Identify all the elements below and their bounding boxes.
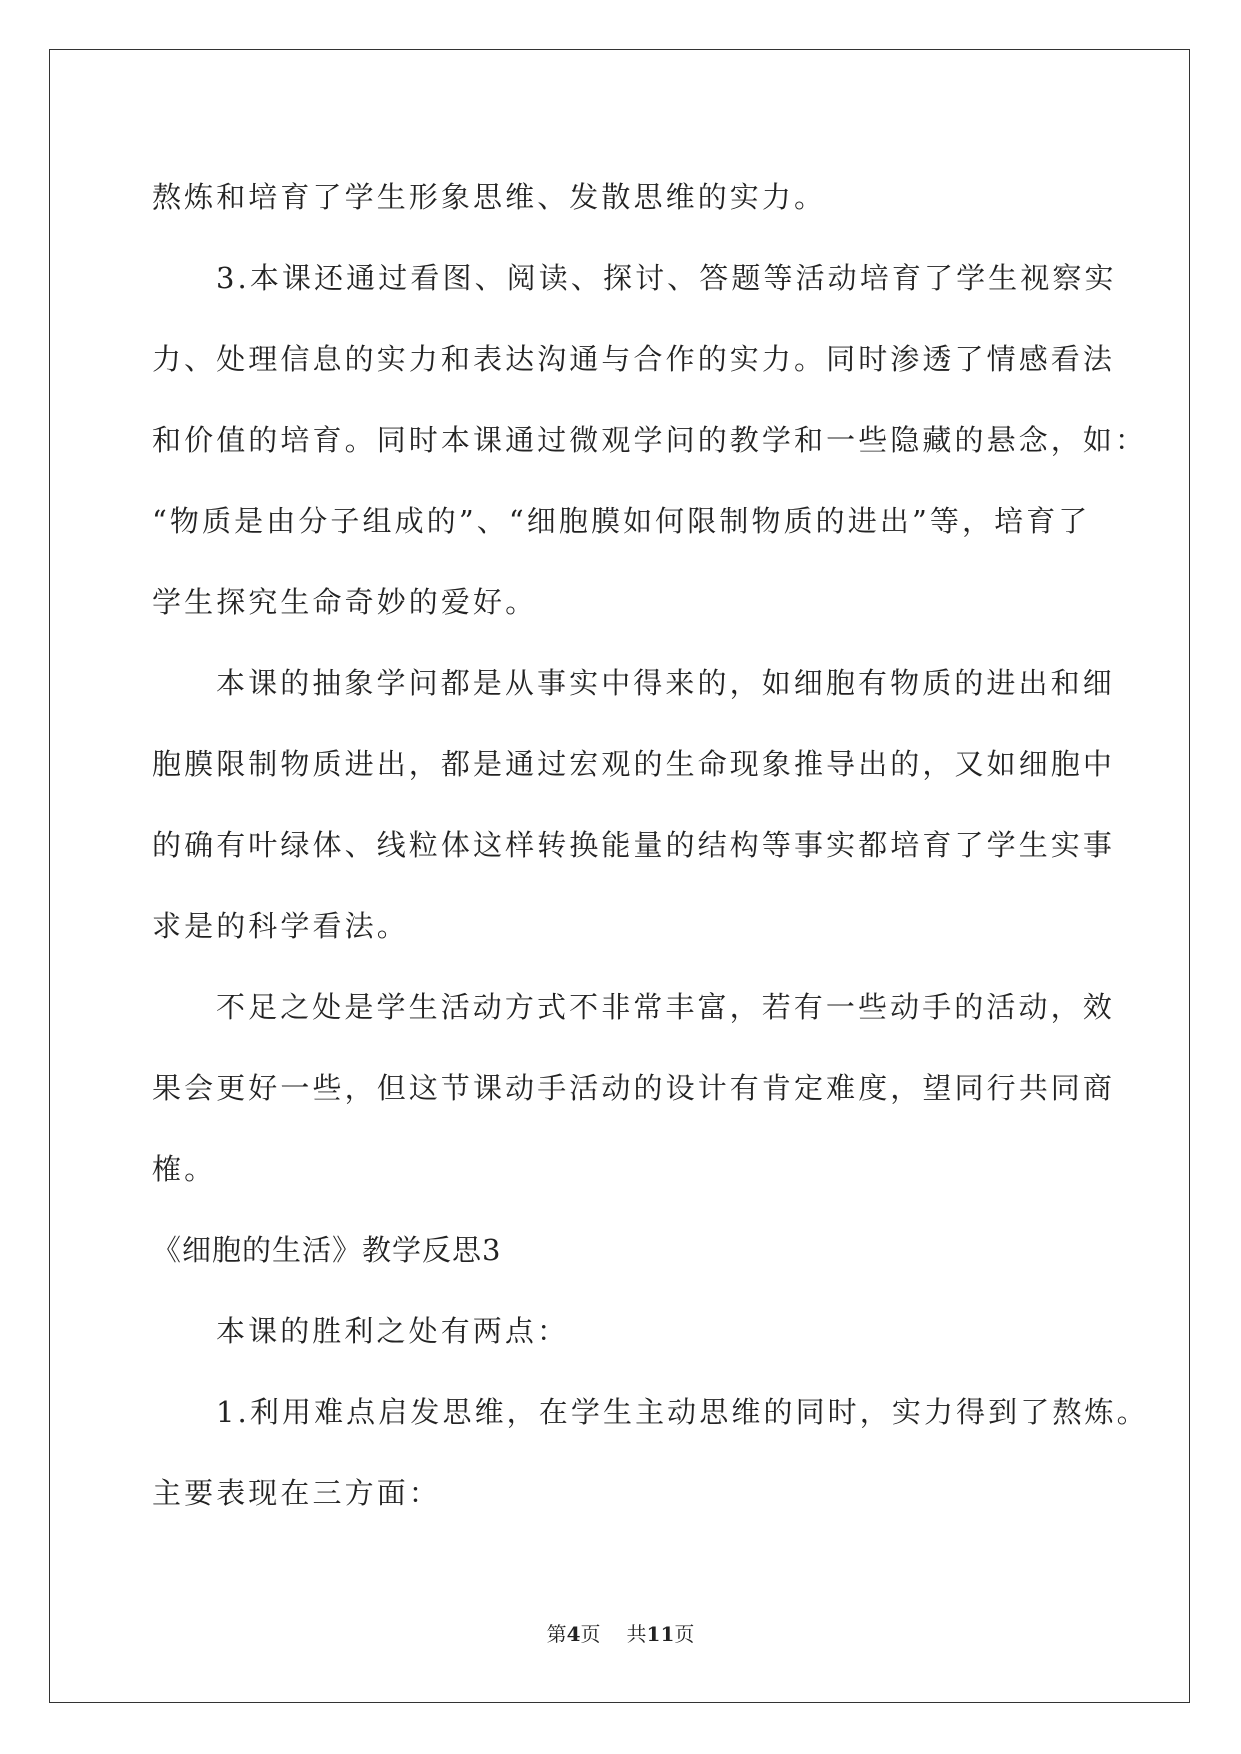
paragraph-line: 力、处理信息的实力和表达沟通与合作的实力。同时渗透了情感看法 (152, 342, 1116, 376)
paragraph-line: 胞膜限制物质进出，都是通过宏观的生命现象推导出的，又如细胞中 (152, 747, 1116, 781)
footer-page-number: 4 (566, 1622, 581, 1646)
footer-total-pages: 11 (646, 1622, 675, 1646)
footer-page-suffix: 页 (580, 1622, 601, 1646)
paragraph-line: 主要表现在三方面： (152, 1476, 441, 1510)
footer-total-prefix: 共 (626, 1622, 647, 1646)
paragraph-line: 的确有叶绿体、线粒体这样转换能量的结构等事实都培育了学生实事 (152, 828, 1116, 862)
paragraph-line: “物质是由分子组成的”、“细胞膜如何限制物质的进出”等，培育了 (152, 504, 1091, 538)
paragraph-line: 果会更好一些，但这节课动手活动的设计有肯定难度，望同行共同商 (152, 1071, 1116, 1105)
document-body (152, 157, 1149, 1534)
footer-total-suffix: 页 (674, 1622, 695, 1646)
paragraph-line: 不足之处是学生活动方式不非常丰富，若有一些动手的活动，效 (216, 990, 1115, 1024)
paragraph-line: 3.本课还通过看图、阅读、探讨、答题等活动培育了学生视察实 (216, 261, 1117, 295)
paragraph-line: 和价值的培育。同时本课通过微观学问的教学和一些隐藏的悬念，如： (152, 423, 1148, 457)
section-heading: 《细胞的生活》教学反思3 (152, 1233, 502, 1267)
paragraph-line: 本课的抽象学问都是从事实中得来的，如细胞有物质的进出和细 (216, 666, 1115, 700)
paragraph-line: 榷。 (152, 1152, 217, 1186)
paragraph-line: 求是的科学看法。 (152, 909, 409, 943)
page-footer (0, 1618, 1241, 1647)
footer-page-prefix: 第 (546, 1622, 567, 1646)
paragraph-line: 学生探究生命奇妙的爱好。 (152, 585, 538, 619)
paragraph-line: 本课的胜利之处有两点： (216, 1314, 570, 1348)
paragraph-line: 1.利用难点启发思维，在学生主动思维的同时，实力得到了熬炼。 (216, 1395, 1149, 1429)
paragraph-line: 熬炼和培育了学生形象思维、发散思维的实力。 (152, 180, 827, 214)
